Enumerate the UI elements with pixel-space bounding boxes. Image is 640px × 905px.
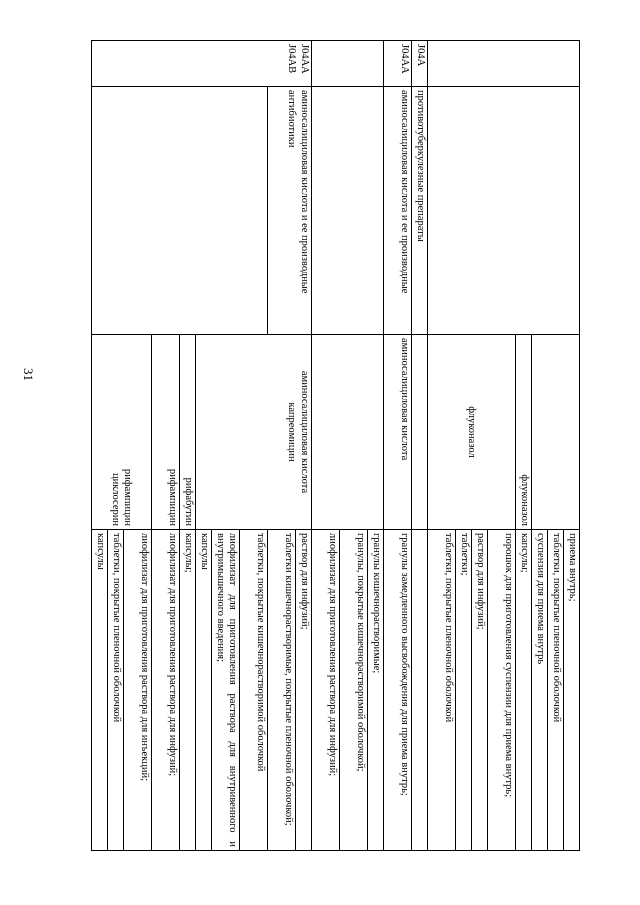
form-cell: порошок для приготовления суспензии для приема внутрь;: [488, 530, 516, 851]
group-cell: аминосалициловая кислота и ее производные: [384, 87, 412, 335]
form-cell: таблетки, покрытые пленочной оболочкой: [108, 530, 124, 851]
form-cell: лиофилизат для приготовления раствора для инфузий;: [312, 530, 340, 851]
table-row: [564, 41, 580, 851]
table-row: [368, 41, 384, 851]
code-cell: J04A: [412, 41, 428, 87]
form-cell: капсулы;: [516, 530, 532, 851]
drug-cell: [312, 335, 384, 530]
medicine-table-rotated: [75, 40, 580, 850]
form-cell: лиофилизат для приготовления раствора для внутривенного и внутримышечного введения;: [212, 530, 240, 851]
group-cell: [312, 87, 384, 335]
form-cell: раствор для инфузий;: [472, 530, 488, 851]
form-cell: лиофилизат для приготовления раствора для инъекций;: [124, 530, 152, 851]
drug-label: аминосалициловая кислота: [299, 370, 310, 494]
drug-cell: флуконазол: [428, 335, 516, 530]
group-cell: [428, 87, 580, 335]
medicine-table: [91, 40, 580, 851]
drug-cell: флуконазол: [516, 335, 532, 530]
drug-cell: аминосалициловая кислота: [384, 335, 412, 530]
code-cell: J04AA: [384, 41, 412, 87]
drug-cell: [532, 335, 580, 530]
form-cell: раствор для инфузий;: [296, 530, 312, 851]
drug-cell: рифабутин: [180, 335, 196, 530]
code-cell: [92, 41, 312, 87]
code-label: J04AA: [299, 44, 310, 74]
group-cell: [268, 87, 312, 335]
form-cell: гранулы, покрытые кишечнорастворимой оболочкой;: [340, 530, 368, 851]
drug-cell: [412, 335, 428, 530]
drug-label: рифампицин: [122, 468, 134, 526]
group-label: антибиотики: [286, 90, 298, 148]
drug-cell: рифампицин: [152, 335, 180, 530]
table-row: [296, 41, 312, 851]
form-cell: таблетки кишечнорастворимые, покрытые пленочной оболочкой;: [268, 530, 296, 851]
form-cell: лиофилизат для приготовления раствора для инфузий;: [152, 530, 180, 851]
group-cell: [92, 87, 268, 335]
table-row: [412, 41, 428, 851]
group-label: аминосалициловая кислота и ее производные: [299, 90, 310, 294]
form-cell: [412, 530, 428, 851]
table-row: [384, 41, 412, 851]
code-label: J04AB: [286, 44, 298, 74]
group-cell: противотуберкулезные препараты: [412, 87, 428, 335]
drug-label: циклосерин: [110, 472, 122, 526]
form-cell: капсулы: [196, 530, 212, 851]
form-cell: капсулы;: [180, 530, 196, 851]
page-number: 31: [21, 368, 36, 381]
form-cell: суспензия для приема внутрь: [532, 530, 548, 851]
code-cell: [312, 41, 384, 87]
form-cell: таблетки, покрытые кишечнорастворимой оболочкой: [240, 530, 268, 851]
drug-label: капреомицин: [286, 402, 298, 462]
form-cell: приема внутрь;: [564, 530, 580, 851]
form-cell: таблетки, покрытые пленочной оболочкой: [428, 530, 456, 851]
form-cell: гранулы замедленного высвобождения для приема внутрь;: [384, 530, 412, 851]
form-cell: капсулы: [92, 530, 108, 851]
form-cell: таблетки, покрытые пленочной оболочкой: [548, 530, 564, 851]
code-cell: [428, 41, 580, 87]
drug-cell: [92, 335, 152, 530]
form-cell: гранулы кишечнорастворимые;: [368, 530, 384, 851]
drug-cell: [196, 335, 312, 530]
form-cell: таблетки;: [456, 530, 472, 851]
